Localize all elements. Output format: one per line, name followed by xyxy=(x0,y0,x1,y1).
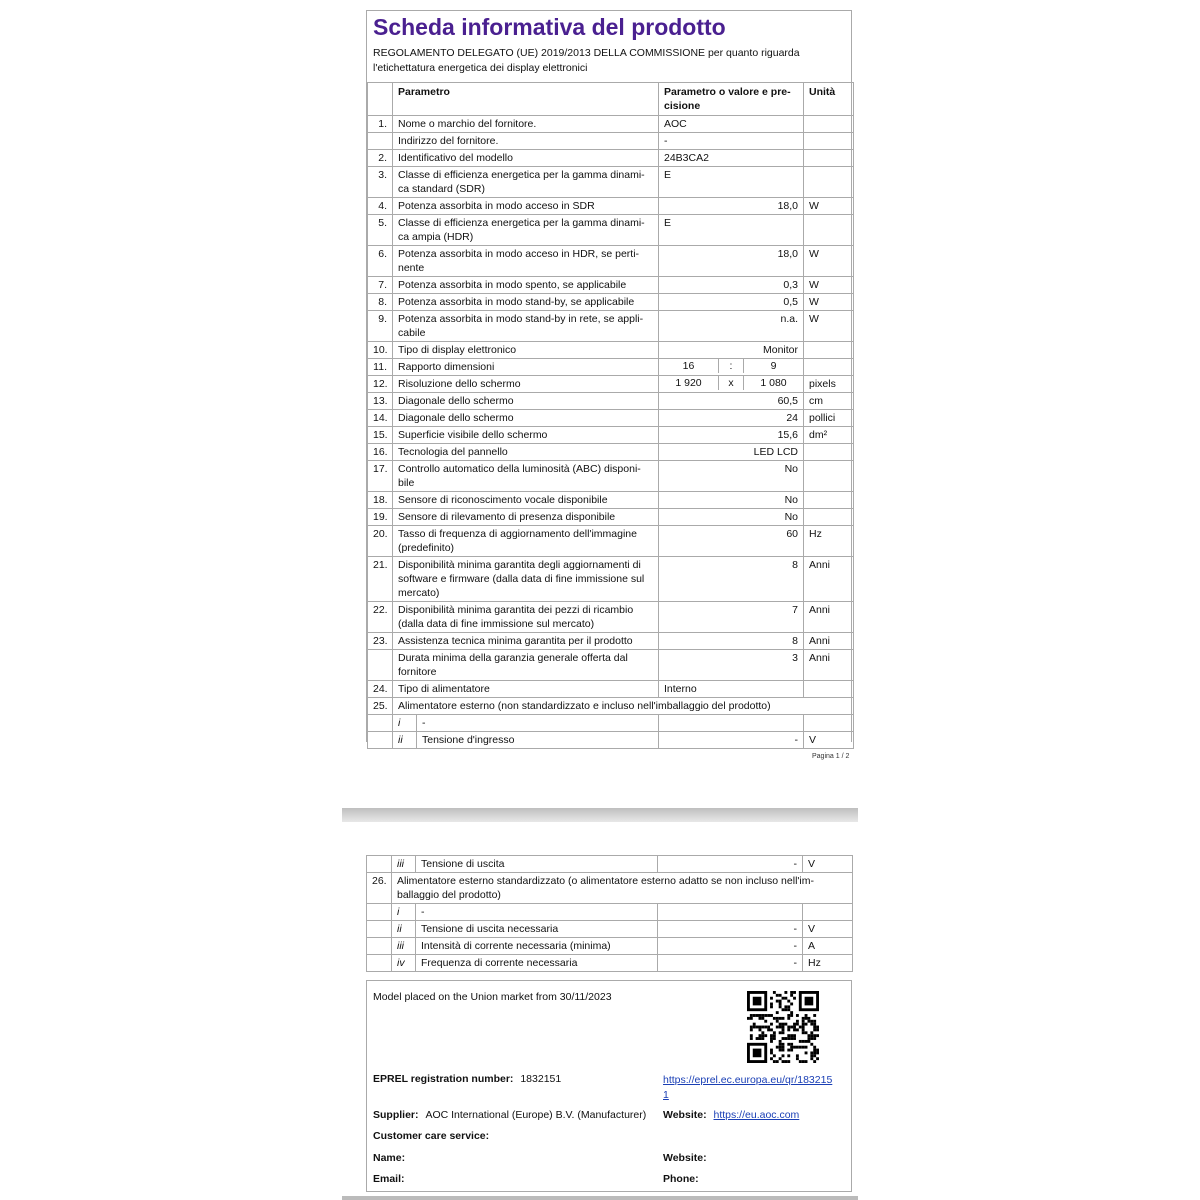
row-unit xyxy=(804,116,854,133)
row-value: 0,3 xyxy=(659,277,804,294)
table-row xyxy=(368,410,854,427)
row-unit: Anni xyxy=(804,557,854,602)
header-parameter: Parametro xyxy=(393,83,659,116)
row-number xyxy=(368,732,393,749)
row-label: Rapporto dimensioni xyxy=(393,359,659,376)
table-row xyxy=(368,602,854,633)
eprel-registration xyxy=(373,1073,561,1085)
row-number: 17. xyxy=(368,461,393,492)
value-b: 9 xyxy=(770,360,777,372)
row-unit: W xyxy=(804,294,854,311)
row-unit: cm xyxy=(804,393,854,410)
sub-label: Tensione di uscita xyxy=(416,856,658,873)
page-number: Pagina 1 / 2 xyxy=(812,753,850,760)
sub-row xyxy=(368,732,854,749)
row-label: Potenza assorbita in modo stand-by in rete, se appli-cabile xyxy=(393,311,659,342)
row-value: E xyxy=(659,215,804,246)
sub-index: iii xyxy=(392,856,416,873)
row-label: Tipo di display elettronico xyxy=(393,342,659,359)
row-value: Interno xyxy=(659,681,804,698)
row-value: 18,0 xyxy=(659,246,804,277)
table-row xyxy=(368,557,854,602)
parameter-table xyxy=(367,82,854,749)
datasheet-page-2 xyxy=(366,855,852,972)
table-row xyxy=(368,198,854,215)
row-label: Tipo di alimentatore xyxy=(393,681,659,698)
table-row xyxy=(368,427,854,444)
parameter-table-continued xyxy=(366,855,853,972)
sub-row xyxy=(367,921,853,938)
row-unit: A xyxy=(803,938,853,955)
row-unit: W xyxy=(804,311,854,342)
row-value xyxy=(659,715,804,732)
page-bottom-edge xyxy=(342,1196,858,1200)
row-label: Diagonale dello schermo xyxy=(393,393,659,410)
sub-row xyxy=(367,955,853,972)
external-standard-supply-row xyxy=(367,873,853,904)
row-unit: dm² xyxy=(804,427,854,444)
sub-row xyxy=(367,856,853,873)
row-value: 18,0 xyxy=(659,198,804,215)
row-number xyxy=(367,955,392,972)
external-supply-row xyxy=(368,698,854,715)
row-number: 26. xyxy=(367,873,392,904)
table-row xyxy=(368,492,854,509)
header-value: Parametro o valore e pre-cisione xyxy=(659,83,804,116)
row-label: Identificativo del modello xyxy=(393,150,659,167)
row-value: n.a. xyxy=(659,311,804,342)
row-number xyxy=(368,650,393,681)
row-number: 6. xyxy=(368,246,393,277)
row-unit: Anni xyxy=(804,650,854,681)
row-label: Durata minima della garanzia generale offerta dal fornitore xyxy=(393,650,659,681)
table-row xyxy=(368,444,854,461)
row-number: 9. xyxy=(368,311,393,342)
sub-label: Tensione d'ingresso xyxy=(422,734,515,746)
table-row xyxy=(368,277,854,294)
row-unit xyxy=(804,167,854,198)
email-label: Email: xyxy=(373,1173,405,1185)
row-number: 5. xyxy=(368,215,393,246)
row-label: Superficie visibile dello schermo xyxy=(393,427,659,444)
row-number: 25. xyxy=(368,698,393,715)
row-unit xyxy=(804,133,854,150)
row-value: 24 xyxy=(659,410,804,427)
name-label: Name: xyxy=(373,1152,406,1164)
row-unit: Anni xyxy=(804,633,854,650)
row-unit xyxy=(804,492,854,509)
row-number: 2. xyxy=(368,150,393,167)
row-label: Potenza assorbita in modo spento, se applicabile xyxy=(393,277,659,294)
row-label: Potenza assorbita in modo acceso in SDR xyxy=(393,198,659,215)
row-unit: V xyxy=(803,856,853,873)
market-date: Model placed on the Union market from 30/11/2023 xyxy=(373,991,612,1003)
row-label: Alimentatore esterno (non standardizzato e incluso nell'imballaggio del prodotto) xyxy=(393,698,854,715)
row-value: 15,6 xyxy=(659,427,804,444)
row-unit xyxy=(804,715,854,732)
sub-label-cell xyxy=(393,732,659,749)
row-unit: V xyxy=(803,921,853,938)
row-unit: Hz xyxy=(804,526,854,557)
row-value: - xyxy=(658,938,803,955)
table-header-row xyxy=(368,83,854,116)
table-row xyxy=(368,393,854,410)
row-number xyxy=(368,715,393,732)
row-label: Diagonale dello schermo xyxy=(393,410,659,427)
regulation-subtitle xyxy=(367,44,851,82)
table-row xyxy=(368,342,854,359)
row-value: Monitor xyxy=(659,342,804,359)
table-row xyxy=(368,116,854,133)
row-number: 13. xyxy=(368,393,393,410)
row-unit xyxy=(804,359,854,376)
row-number: 22. xyxy=(368,602,393,633)
value-separator: : xyxy=(718,359,744,373)
sub-label: Frequenza di corrente necessaria xyxy=(416,955,658,972)
row-label: Disponibilità minima garantita degli aggiornamenti di software e firmware (dalla data di fine immissione sul mercato) xyxy=(393,557,659,602)
value-a: 1 920 xyxy=(675,377,702,389)
row-value: 7 xyxy=(659,602,804,633)
row-label: Disponibilità minima garantita dei pezzi di ricambio (dalla data di fine immissione sul mercato) xyxy=(393,602,659,633)
sub-label: Intensità di corrente necessaria (minima) xyxy=(416,938,658,955)
row-number: 19. xyxy=(368,509,393,526)
row-label: Classe di efficienza energetica per la gamma dinami-ca standard (SDR) xyxy=(393,167,659,198)
sub-label-cell xyxy=(393,715,659,732)
row-value: AOC xyxy=(659,116,804,133)
row-unit: Anni xyxy=(804,602,854,633)
row-unit xyxy=(804,444,854,461)
aspect-ratio-row xyxy=(368,359,854,376)
split-values xyxy=(659,376,803,390)
power-supply-type-row xyxy=(368,681,854,698)
website-link[interactable]: https://eu.aoc.com xyxy=(713,1109,800,1121)
row-number: 16. xyxy=(368,444,393,461)
row-label: Tasso di frequenza di aggiornamento dell'immagine (predefinito) xyxy=(393,526,659,557)
row-value: - xyxy=(659,732,804,749)
row-number: 24. xyxy=(368,681,393,698)
row-label: Controllo automatico della luminosità (ABC) disponi-bile xyxy=(393,461,659,492)
row-unit: W xyxy=(804,277,854,294)
table-row xyxy=(368,509,854,526)
row-unit xyxy=(804,461,854,492)
row-unit: Hz xyxy=(803,955,853,972)
subtitle-line-1: REGOLAMENTO DELEGATO (UE) 2019/2013 DELLA COMMISSIONE per quanto riguarda xyxy=(373,47,800,59)
sub-label: - xyxy=(416,904,658,921)
table-row xyxy=(368,150,854,167)
table-row xyxy=(368,215,854,246)
eprel-link[interactable]: https://eprel.ec.europa.eu/qr/1832151 xyxy=(663,1074,833,1101)
row-label: Potenza assorbita in modo acceso in HDR, se perti-nente xyxy=(393,246,659,277)
row-number: 15. xyxy=(368,427,393,444)
table-row xyxy=(368,311,854,342)
sub-label: Tensione di uscita necessaria xyxy=(416,921,658,938)
row-number: 1. xyxy=(368,116,393,133)
subtitle-line-2: l'etichettatura energetica dei display elettronici xyxy=(373,62,588,74)
care-website-label: Website: xyxy=(663,1152,707,1164)
supplier-label: Supplier: xyxy=(373,1109,419,1121)
value-b: 1 080 xyxy=(760,377,787,389)
row-value: 60,5 xyxy=(659,393,804,410)
row-unit xyxy=(803,904,853,921)
eprel-footer xyxy=(366,980,852,1192)
row-label: Indirizzo del fornitore. xyxy=(393,133,659,150)
website-label: Website: xyxy=(663,1109,707,1121)
row-value: 8 xyxy=(659,557,804,602)
row-number: 14. xyxy=(368,410,393,427)
row-label: Potenza assorbita in modo stand-by, se applicabile xyxy=(393,294,659,311)
row-value: - xyxy=(659,133,804,150)
resolution-row xyxy=(368,376,854,393)
row-value: 0,5 xyxy=(659,294,804,311)
row-label: Sensore di rilevamento di presenza disponibile xyxy=(393,509,659,526)
supplier-name: AOC International (Europe) B.V. (Manufacturer) xyxy=(425,1109,647,1121)
sub-label: - xyxy=(422,717,426,729)
row-value: - xyxy=(658,955,803,972)
datasheet-page-1 xyxy=(366,10,852,746)
row-number: 12. xyxy=(368,376,393,393)
row-value: E xyxy=(659,167,804,198)
row-number: 8. xyxy=(368,294,393,311)
row-value: 3 xyxy=(659,650,804,681)
table-row xyxy=(368,526,854,557)
row-value xyxy=(658,904,803,921)
row-value: 60 xyxy=(659,526,804,557)
sub-index: iii xyxy=(392,938,416,955)
page-title: Scheda informativa del prodotto xyxy=(373,14,726,40)
phone-label: Phone: xyxy=(663,1173,699,1185)
sub-row xyxy=(368,715,854,732)
row-unit xyxy=(804,681,854,698)
row-unit xyxy=(804,215,854,246)
row-unit: V xyxy=(804,732,854,749)
value-separator: x xyxy=(718,376,744,390)
table-row xyxy=(368,167,854,198)
row-number xyxy=(367,938,392,955)
split-values xyxy=(659,359,803,373)
value-a: 16 xyxy=(682,360,695,372)
sub-index: ii xyxy=(392,921,416,938)
row-value: No xyxy=(659,509,804,526)
sub-index: iv xyxy=(392,955,416,972)
row-label: Assistenza tecnica minima garantita per il prodotto xyxy=(393,633,659,650)
row-number: 23. xyxy=(368,633,393,650)
table-row xyxy=(368,133,854,150)
row-unit: W xyxy=(804,246,854,277)
row-label: Alimentatore esterno standardizzato (o alimentatore esterno adatto se non incluso nell'im-ballaggio del prodotto) xyxy=(392,873,853,904)
row-label: Risoluzione dello schermo xyxy=(393,376,659,393)
row-label: Tecnologia del pannello xyxy=(393,444,659,461)
row-value: No xyxy=(659,492,804,509)
customer-care-label: Customer care service: xyxy=(373,1130,490,1142)
row-label: Sensore di riconoscimento vocale disponibile xyxy=(393,492,659,509)
row-number xyxy=(368,133,393,150)
page-separator xyxy=(342,808,858,822)
header-unit: Unità xyxy=(804,83,854,116)
row-label: Nome o marchio del fornitore. xyxy=(393,116,659,133)
eprel-number: 1832151 xyxy=(520,1073,562,1085)
sub-index: i xyxy=(393,715,417,731)
row-value: - xyxy=(658,856,803,873)
row-unit: pixels xyxy=(804,376,854,393)
table-row xyxy=(368,650,854,681)
row-unit: W xyxy=(804,198,854,215)
row-number xyxy=(367,921,392,938)
sub-index: i xyxy=(392,904,416,921)
row-value-split xyxy=(659,359,804,376)
table-row xyxy=(368,294,854,311)
row-number xyxy=(367,904,392,921)
sub-index: ii xyxy=(393,732,417,748)
row-number: 3. xyxy=(368,167,393,198)
row-number xyxy=(367,856,392,873)
qr-code-icon[interactable] xyxy=(747,991,819,1063)
row-value: - xyxy=(658,921,803,938)
row-number: 10. xyxy=(368,342,393,359)
row-number: 4. xyxy=(368,198,393,215)
row-number: 7. xyxy=(368,277,393,294)
row-value: 8 xyxy=(659,633,804,650)
row-label: Classe di efficienza energetica per la gamma dinami-ca ampia (HDR) xyxy=(393,215,659,246)
website-line xyxy=(663,1109,799,1121)
row-value: No xyxy=(659,461,804,492)
sub-row xyxy=(367,938,853,955)
row-unit: pollici xyxy=(804,410,854,427)
row-value-split xyxy=(659,376,804,393)
row-number: 11. xyxy=(368,359,393,376)
eprel-label: EPREL registration number: xyxy=(373,1073,514,1085)
table-row xyxy=(368,461,854,492)
row-unit xyxy=(804,509,854,526)
row-number: 21. xyxy=(368,557,393,602)
row-value: LED LCD xyxy=(659,444,804,461)
row-number: 20. xyxy=(368,526,393,557)
sub-row xyxy=(367,904,853,921)
table-row xyxy=(368,633,854,650)
header-num-cell xyxy=(368,83,393,116)
row-unit xyxy=(804,150,854,167)
supplier-line xyxy=(373,1109,646,1121)
table-row xyxy=(368,246,854,277)
row-unit xyxy=(804,342,854,359)
row-value: 24B3CA2 xyxy=(659,150,804,167)
row-number: 18. xyxy=(368,492,393,509)
